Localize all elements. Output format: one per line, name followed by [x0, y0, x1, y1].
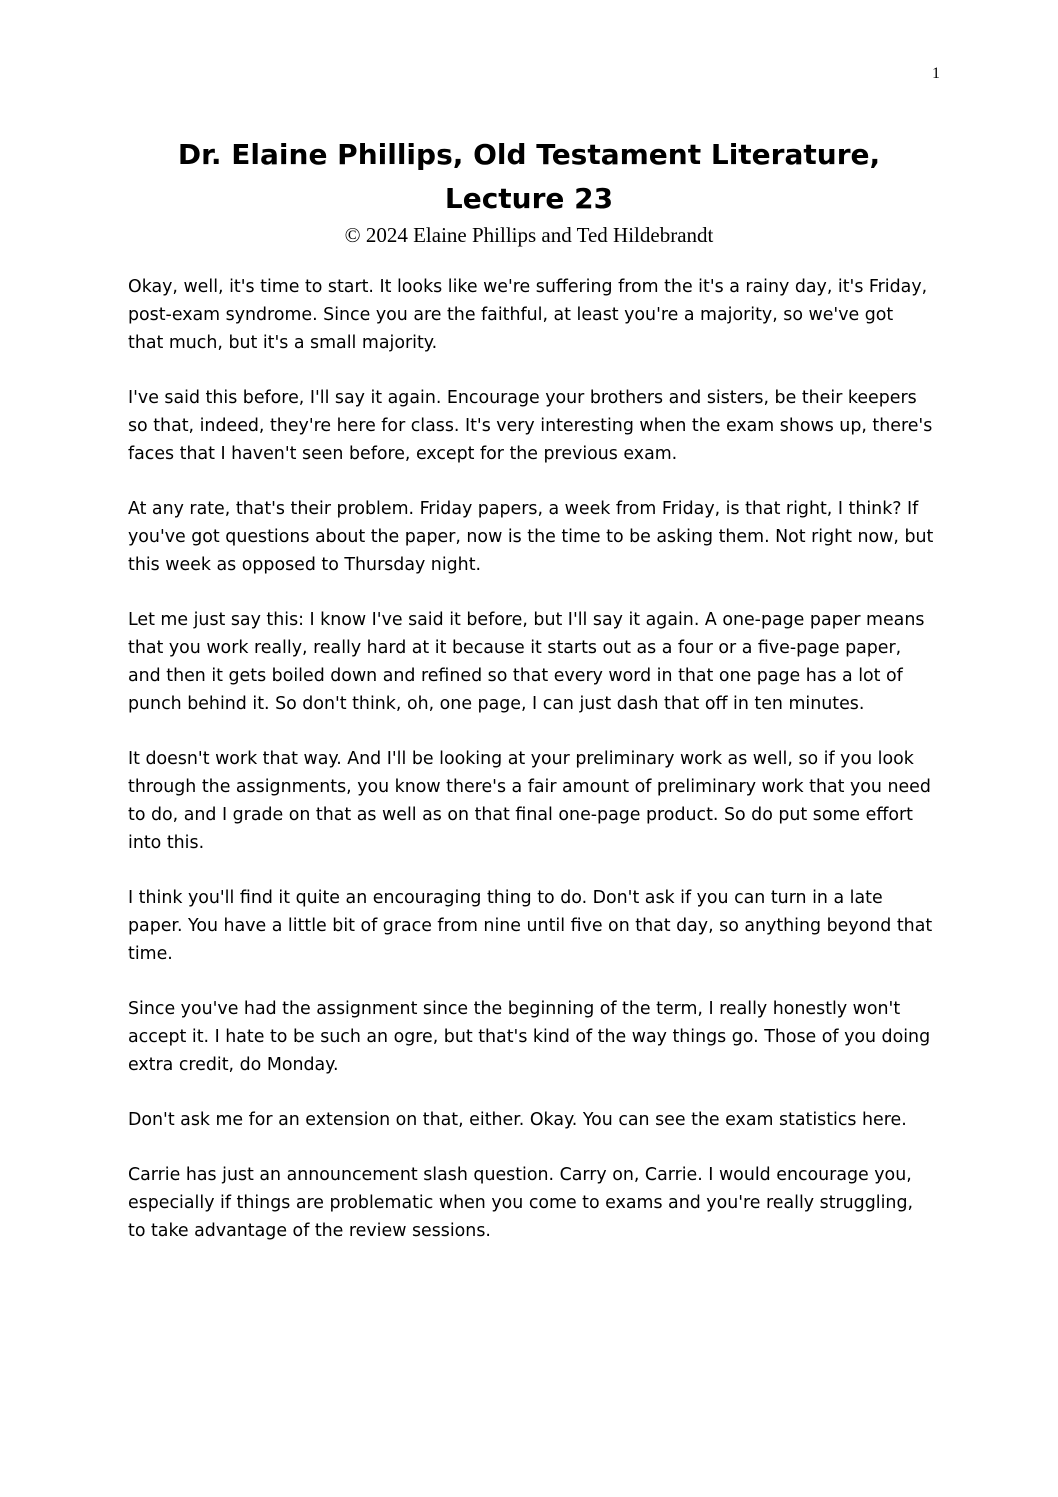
page-number: 1: [932, 65, 940, 82]
paragraph: Since you've had the assignment since the beginning of the term, I really honestly won't accept it. I hate to be such an ogre, but that's kind of the way things go. Those of you doing extra credit, do Monday.: [128, 998, 931, 1075]
title-line-1: Dr. Elaine Phillips, Old Testament Literature,: [177, 138, 881, 171]
paragraph: Don't ask me for an extension on that, either. Okay. You can see the exam statistics here.: [128, 1109, 907, 1130]
paragraph: I've said this before, I'll say it again. Encourage your brothers and sisters, be their keepers so that, indeed, they're here for class. It's very interesting when the exam shows up, there's faces that I haven't seen before, except for the previous exam.: [128, 388, 933, 464]
page-title: [128, 133, 930, 221]
paragraph: At any rate, that's their problem. Friday papers, a week from Friday, is that right, I think? If you've got questions about the paper, now is the time to be asking them. Not right now, but this week as opposed to Thursday night.: [128, 499, 934, 575]
title-line-2: Lecture 23: [444, 182, 614, 215]
transcript-body: [128, 274, 934, 1273]
paragraph: It doesn't work that way. And I'll be looking at your preliminary work as well, so if you look through the assignments, you know there's a fair amount of preliminary work that you need to do, and I grade on that as well as on that final one-page product. So do put some effort into this.: [128, 748, 931, 853]
paragraph: I think you'll find it quite an encouraging thing to do. Don't ask if you can turn in a late paper. You have a little bit of grace from nine until five on that day, so anything beyond that time.: [128, 887, 933, 964]
paragraph: Okay, well, it's time to start. It looks like we're suffering from the it's a rainy day, it's Friday, post-exam syndrome. Since you are the faithful, at least you're a majority, so we've got that much, but it's a small majority.: [128, 277, 928, 353]
copyright-notice: © 2024 Elaine Phillips and Ted Hildebrandt: [344, 223, 714, 247]
paragraph: Carrie has just an announcement slash question. Carry on, Carrie. I would encourage you, especially if things are problematic when you come to exams and you're really struggling, to take advantage of the review sessions.: [128, 1165, 914, 1241]
paragraph: Let me just say this: I know I've said it before, but I'll say it again. A one-page paper means that you work really, really hard at it because it starts out as a four or a five-page paper, and then it gets boiled down and refined so that every word in that one page has a lot of punch behind it. So don't think, oh, one page, I can just dash that off in ten minutes.: [128, 610, 925, 714]
